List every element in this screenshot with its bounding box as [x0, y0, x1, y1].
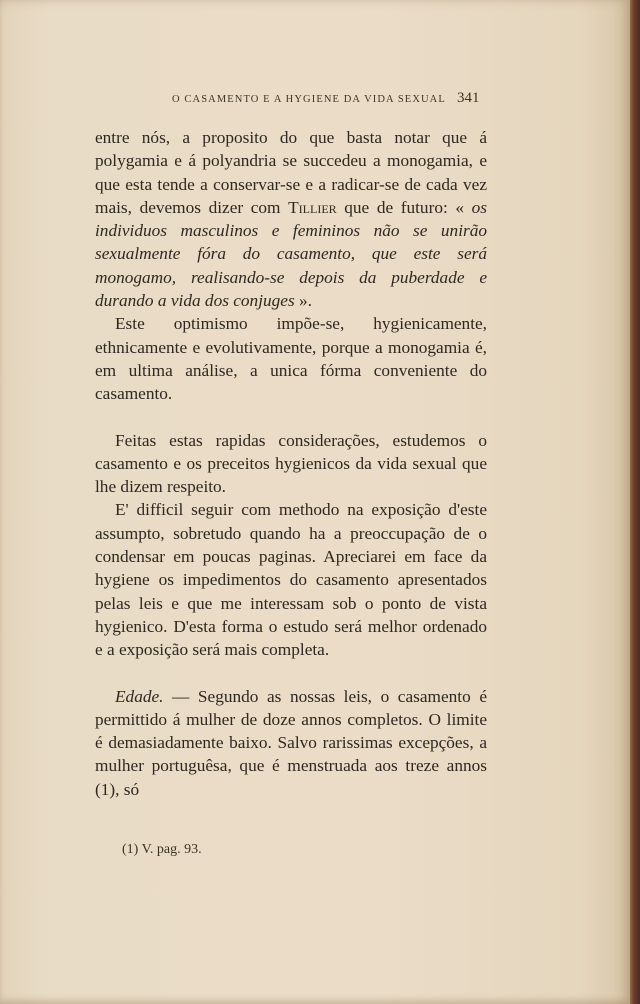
- running-title: O CASAMENTO E A HYGIENE DA VIDA SEXUAL: [172, 94, 446, 105]
- footnote: (1) V. pag. 93.: [122, 842, 202, 857]
- page-header: [0, 92, 630, 112]
- body-text: [95, 126, 487, 801]
- paragraph: Este optimismo impõe-se, hygienicamente, ethnicamente e evolutivamente, porque a monogamia é, em ultima análise, a unica fórma conveniente do casamento.: [95, 314, 487, 404]
- page-number: 341: [457, 90, 480, 106]
- section-gap: [95, 662, 487, 685]
- section-heading: Edade.: [115, 686, 164, 706]
- quotation: os individuos masculinos e femininos não se unirão sexualmente fóra do casamento, que este será monogamo, realisando-se depois da puberdade e durando a vida dos conjuges: [95, 197, 487, 311]
- paragraph-continuation: entre nós, a proposito do que basta notar que á polygamia e á polyandria se succedeu a monogamia, e que esta tende a conservar-se e a radicar-se de cada vez mais, devemos dizer com Tillier que de futuro: « os individuos masculinos e femininos não se unirão sexualmente fóra do casamento, que este será monogamo, realisando-se depois da puberdade e durando a vida dos conjuges ».: [95, 128, 487, 311]
- book-edge: [630, 0, 640, 1004]
- paragraph: E' difficil seguir com methodo na exposição d'este assumpto, sobretudo quando ha a preoccupação de o condensar em poucas paginas. Apreciarei em face da hygiene os impedimentos do casamento apresentados pelas leis e que me interessam sob o ponto de vista hygienico. D'esta forma o estudo será melhor ordenado e a exposição será mais completa.: [95, 500, 487, 660]
- paragraph: Edade. — Segundo as nossas leis, o casamento é permittido á mulher de doze annos completos. O limite é demasiadamente baixo. Salvo rarissimas excepções, a mulher portuguêsa, que é menstruada aos treze annos (1), só: [95, 686, 487, 799]
- section-gap: [95, 406, 487, 429]
- author-name: Tillier: [288, 197, 337, 217]
- paragraph: Feitas estas rapidas considerações, estudemos o casamento e os preceitos hygienicos da vida sexual que lhe dizem respeito.: [95, 430, 487, 497]
